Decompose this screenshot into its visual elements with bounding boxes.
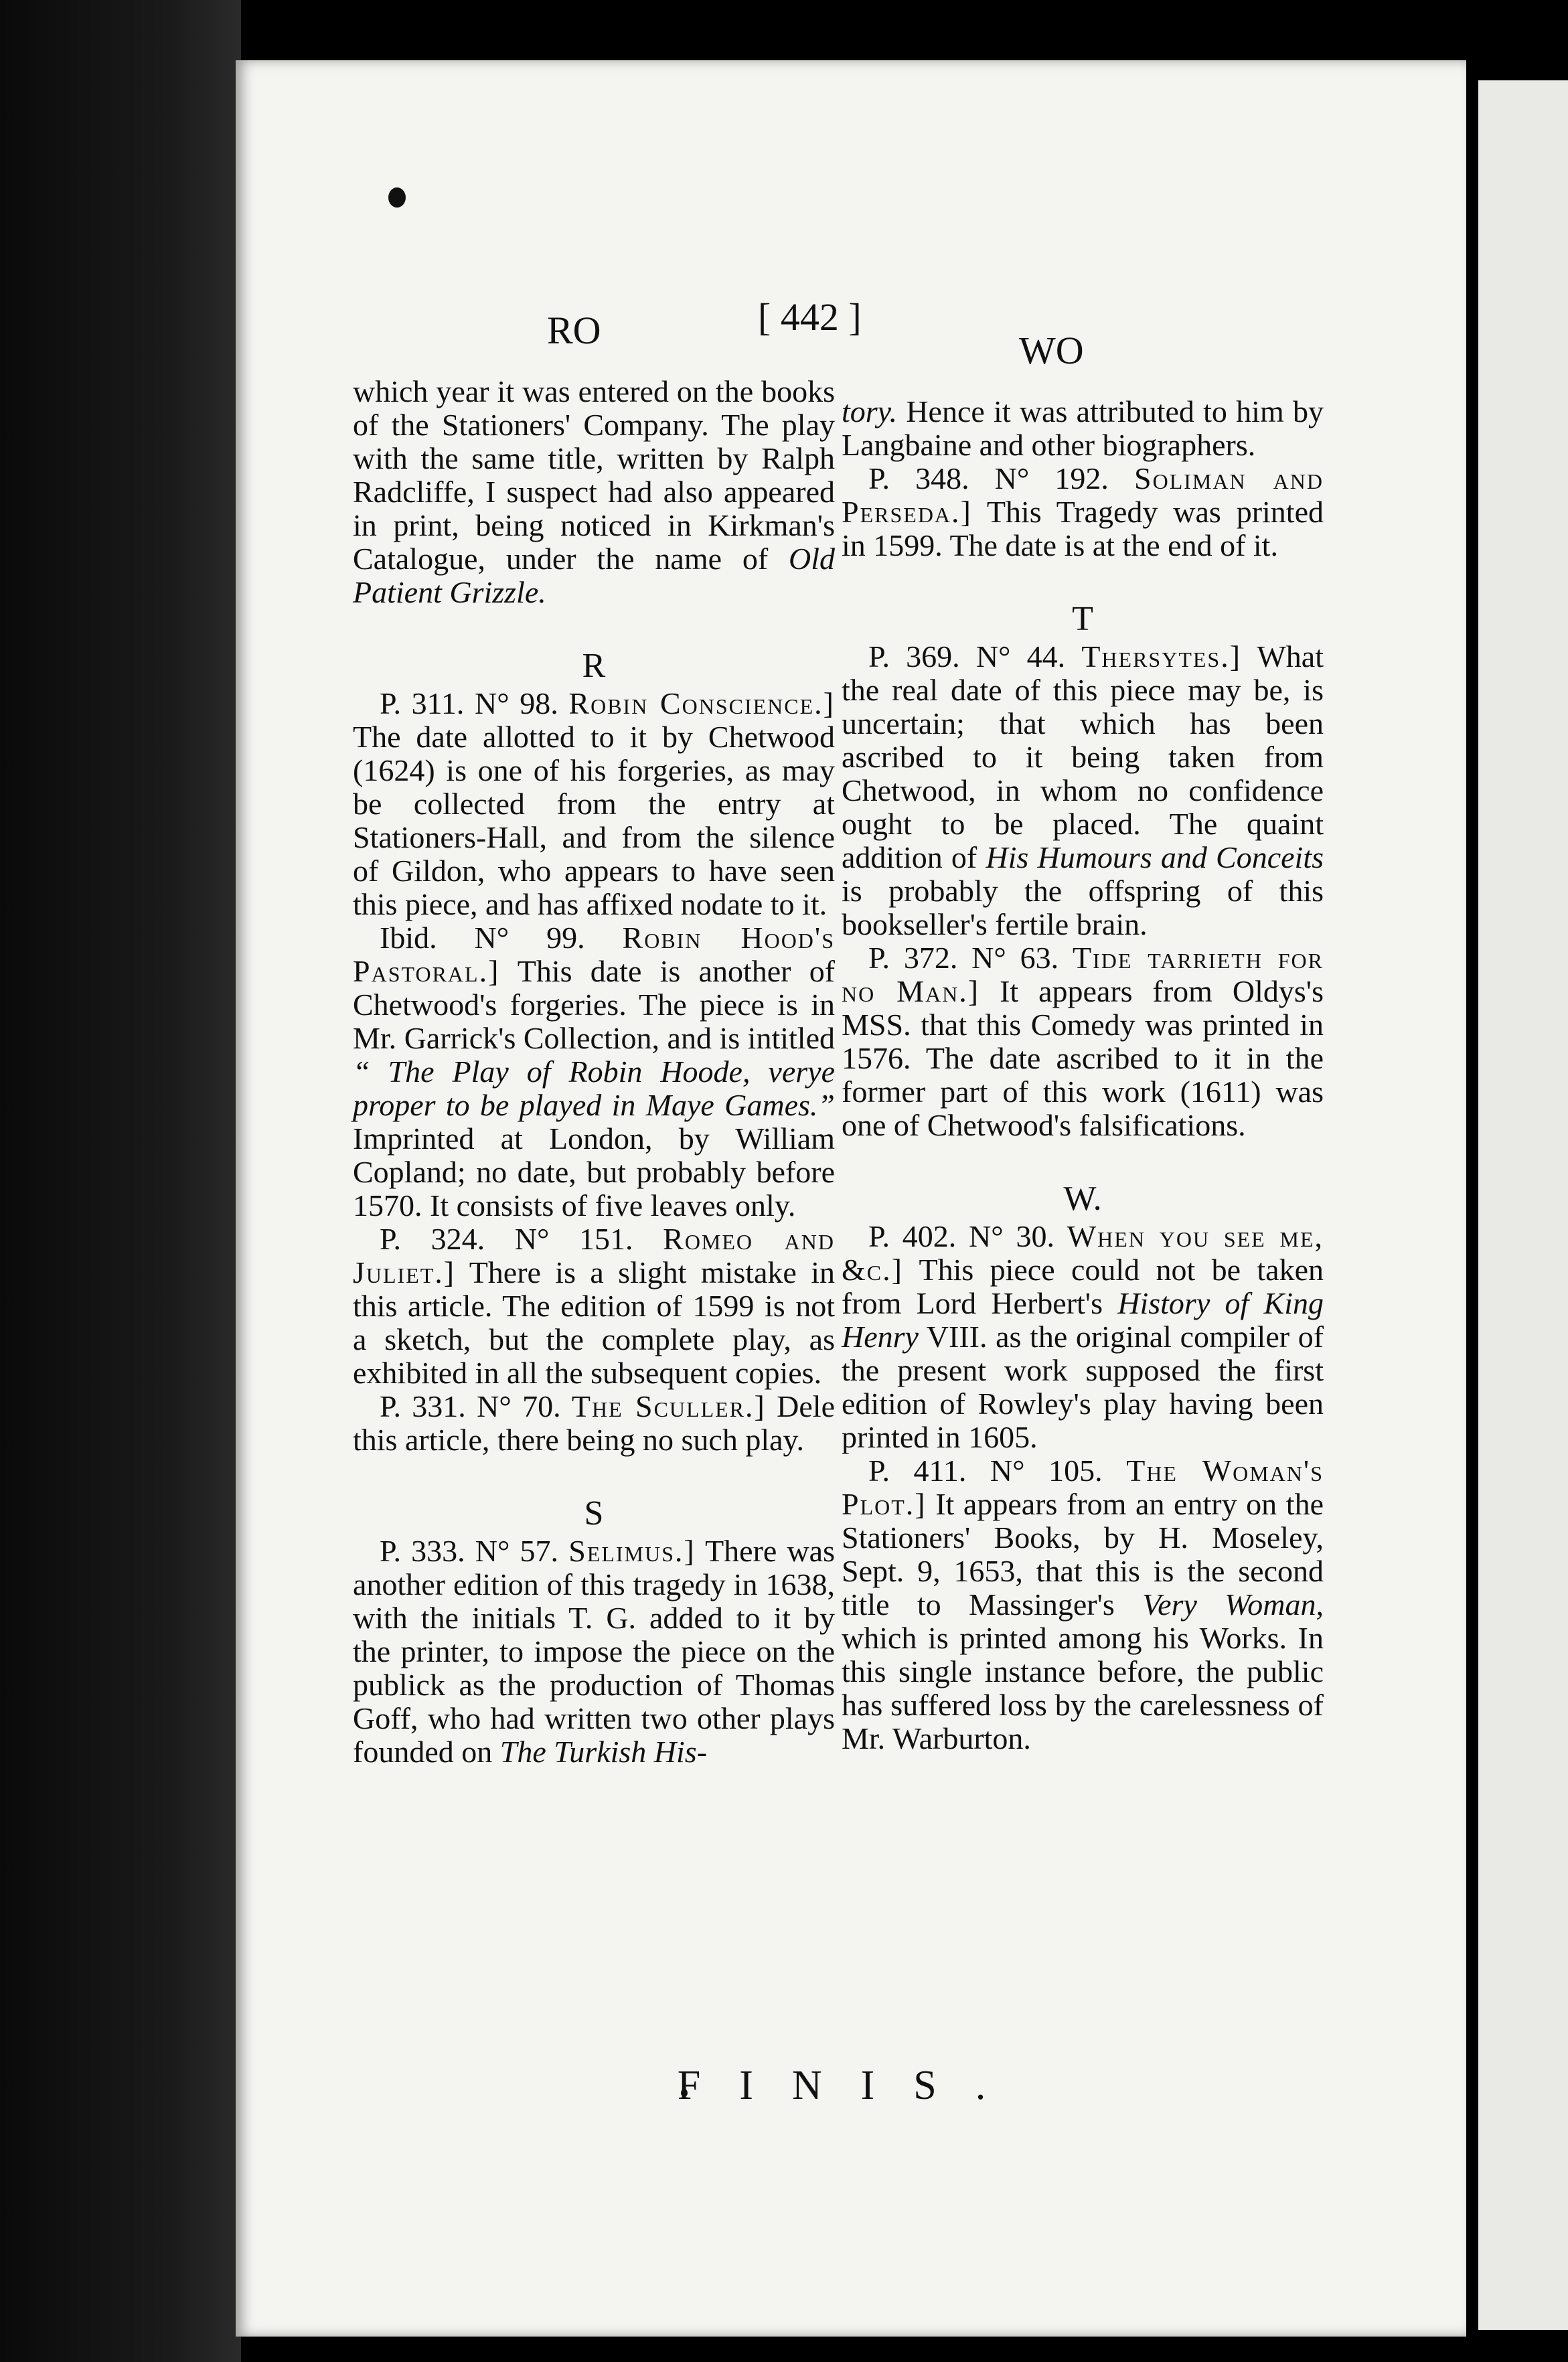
section-heading-w: W. bbox=[1063, 1180, 1102, 1218]
right-continuation-paragraph: tory. Hence it was attributed to him by Langbaine and other biographers. bbox=[842, 394, 1324, 462]
entry-when-you-see-me: P. 402. N° 30. When you see me, &c.] This piece could not be taken from Lord Herbert's History of King Henry VIII. as the original compiler of the present work supposed the first edition of Rowley's play having been printed in 1605. bbox=[842, 1219, 1324, 1454]
running-header bbox=[236, 228, 1466, 372]
entry-soliman-and-perseda: P. 348. N° 192. Soliman and Perseda.] This Tragedy was printed in 1599. The date is at the end of it. bbox=[842, 461, 1324, 562]
entry-tide-tarrieth: P. 372. N° 63. Tide tarrieth for no Man.] It appears from Oldys's MSS. that this Comedy was printed in 1576. The date ascribed to it in the former part of this work (1611) was one of Chetwood's falsifications. bbox=[842, 941, 1324, 1142]
entry-the-womans-plot: P. 411. N° 105. The Woman's Plot.] It appears from an entry on the Stationers' Books, by H. Moseley, Sept. 9, 1653, that this is the second title to Massinger's Very Woman, which is printed among his Works. In this single instance before, the public has suffered loss by the carelessness of Mr. Warburton. bbox=[842, 1453, 1324, 1755]
header-right-letters: WO bbox=[1019, 329, 1084, 372]
page-number: [ 442 ] bbox=[758, 295, 862, 339]
entry-robin-conscience: P. 311. N° 98. Robin Conscience.] The date allotted to it by Chetwood (1624) is one of his forgeries, as may be collected from the entry at Stationers-Hall, and from the silence of Gildon, who appears to have seen this piece, and has affixed nodate to it. bbox=[353, 686, 835, 921]
header-left-letters: RO bbox=[547, 309, 601, 352]
left-continuation-paragraph: which year it was entered on the books of the Stationers' Company. The play with the same title, written by Ralph Radcliffe, I suspect had also appeared in print, being noticed in Kirkman's Catalogue, under the name of Old Patient Grizzle. bbox=[353, 374, 835, 609]
book-page bbox=[236, 60, 1466, 2337]
section-heading-t: T bbox=[1072, 600, 1093, 638]
entry-selimus: P. 333. N° 57. Selimus.] There was another edition of this tragedy in 1638, with the initials T. G. added to it by the printer, to impose the piece on the publick as the production of Thomas Goff, who had written two other plays founded on The Turkish His- bbox=[353, 1534, 836, 1769]
scan-left-margin bbox=[0, 0, 241, 2362]
adjacent-page-edge bbox=[1478, 80, 1568, 2330]
entry-the-sculler: P. 331. N° 70. The Sculler.] Dele this article, there being no such play. bbox=[353, 1389, 835, 1457]
section-heading-s: S bbox=[584, 1494, 604, 1532]
right-column bbox=[842, 395, 1324, 1755]
left-column bbox=[353, 375, 835, 1769]
section-heading-r: R bbox=[582, 647, 606, 685]
scan-gutter bbox=[1466, 0, 1478, 2362]
entry-robin-hood: Ibid. N° 99. Robin Hood's Pastoral.] This date is another of Chetwood's forgeries. The piece is in Mr. Garrick's Collection, and is intitled “ The Play of Robin Hoode, verye proper to be played in Maye Games.” Imprinted at London, by William Copland; no date, but probably before 1570. It consists of five leaves only. bbox=[353, 921, 836, 1223]
finis-colophon: FINIS. bbox=[677, 2063, 1025, 2108]
entry-romeo-and-juliet: P. 324. N° 151. Romeo and Juliet.] There is a slight mistake in this article. The edition of 1599 is not a sketch, but the complete play, as exhibited in all the subsequent copies. bbox=[353, 1222, 836, 1390]
entry-thersytes: P. 369. N° 44. Thersytes.] What the real date of this piece may be, is uncertain; that which has been ascribed to it being taken from Chetwood, in whom no confidence ought to be placed. The quaint addition of His Humours and Conceits is probably the offspring of this bookseller's fertile brain. bbox=[842, 639, 1324, 941]
ink-spot bbox=[388, 187, 406, 208]
